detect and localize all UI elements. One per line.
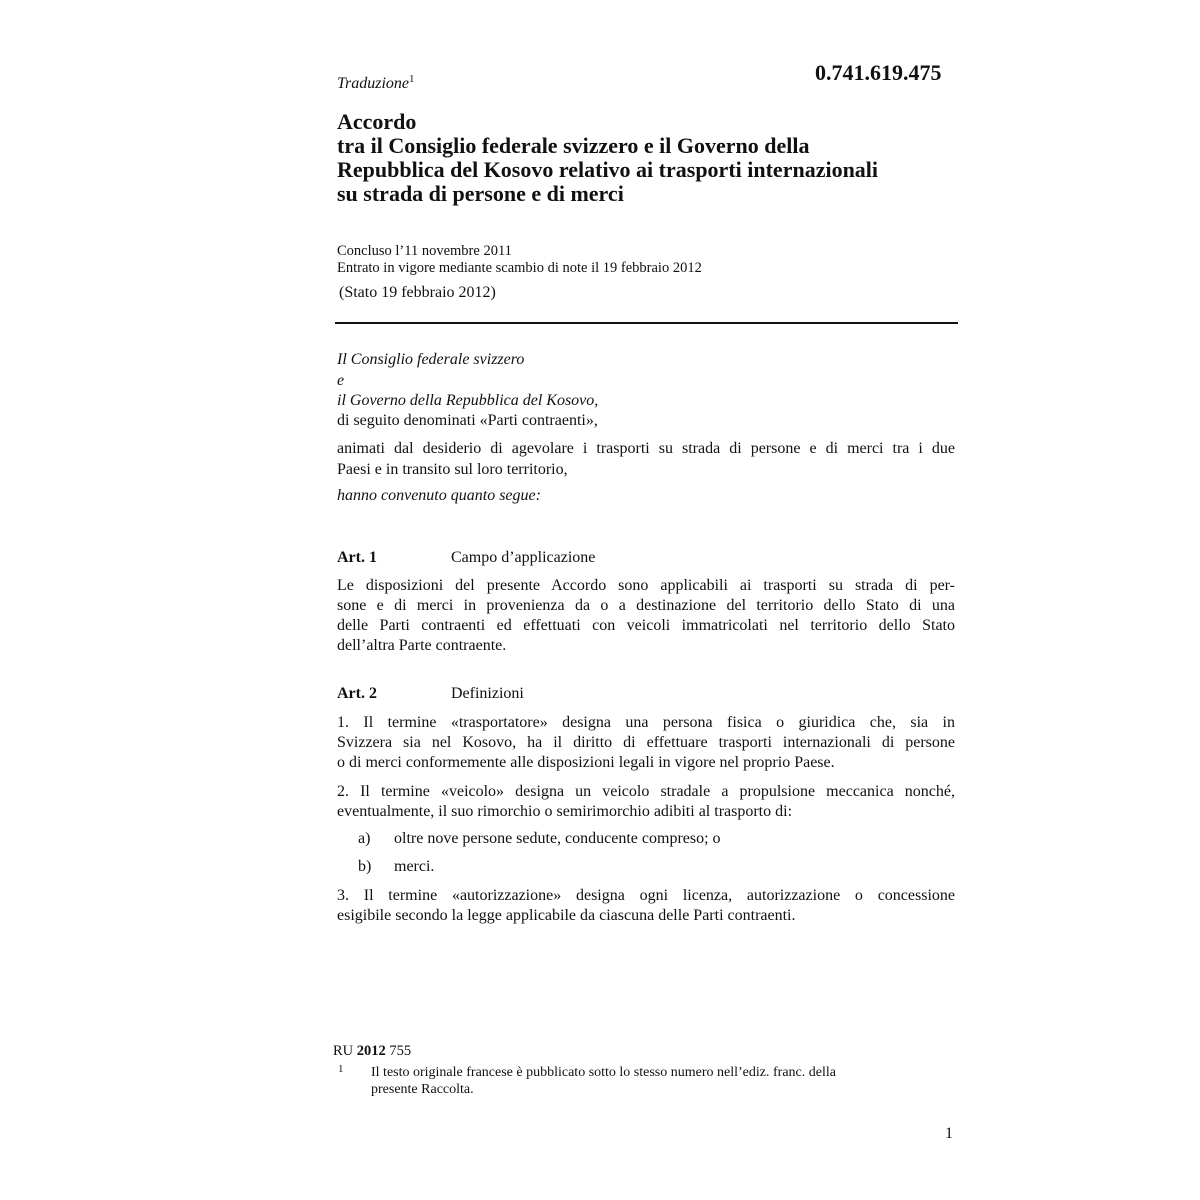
list-item-marker: a) [358, 830, 371, 847]
ru-prefix: RU [333, 1043, 354, 1059]
article-2-title: Definizioni [451, 685, 524, 702]
list-item-marker: b) [358, 858, 372, 875]
ru-page: 755 [389, 1043, 412, 1059]
preamble-party1: Il Consiglio federale svizzero [337, 351, 525, 368]
article-2-para2-line: eventualmente, il suo rimorchio o semirimorchio adibiti al trasporto di: [337, 803, 793, 820]
article-2-para1-line: Svizzera sia nel Kosovo, ha il diritto di effettuare trasporti internazionali di persone [337, 734, 955, 751]
sr-number: 0.741.619.475 [815, 60, 942, 85]
ru-year: 2012 [356, 1043, 386, 1059]
title-line: tra il Consiglio federale svizzero e il Governo della [337, 133, 810, 158]
footnote-reference[interactable]: 1 [409, 73, 415, 85]
article-1-label: Art. 1 [337, 549, 377, 566]
article-1-text-line: sone e di merci in provenienza da o a destinazione del territorio dello Stato di una [337, 597, 955, 614]
official-compilation-reference [333, 1043, 411, 1060]
article-1-text-line: dell’altra Parte contraente. [337, 637, 507, 654]
preamble-party2: il Governo della Repubblica del Kosovo, [337, 392, 599, 409]
article-2-para3-line: esigibile secondo la legge applicabile da ciascuna delle Parti contraenti. [337, 907, 796, 924]
translation-label [337, 75, 415, 93]
article-2-para2-line: 2. Il termine «veicolo» designa un veicolo stradale a propulsione meccanica nonché, [337, 783, 955, 800]
concluded-date: Concluso l’11 novembre 2011 [337, 243, 512, 259]
article-1-title: Campo d’applicazione [451, 549, 596, 566]
list-item-text: oltre nove persone sedute, conducente compreso; o [394, 830, 721, 847]
preamble-motivation-line: Paesi e in transito sul loro territorio, [337, 461, 568, 478]
preamble-designation: di seguito denominati «Parti contraenti», [337, 412, 598, 429]
status-date: (Stato 19 febbraio 2012) [339, 284, 496, 301]
header-divider [335, 322, 958, 324]
footnote-text-line: presente Raccolta. [371, 1082, 474, 1097]
preamble-conjunction: e [337, 372, 345, 389]
list-item-text: merci. [394, 858, 435, 875]
translation-label-text: Traduzione [337, 75, 410, 92]
preamble-agreement-clause: hanno convenuto quanto segue: [337, 487, 541, 504]
entry-into-force: Entrato in vigore mediante scambio di note il 19 febbraio 2012 [337, 260, 702, 276]
footnote-marker: 1 [338, 1063, 344, 1075]
article-2-label: Art. 2 [337, 685, 377, 702]
title-line: Repubblica del Kosovo relativo ai trasporti internazionali [337, 157, 879, 182]
title-line: Accordo [337, 109, 417, 134]
page-number: 1 [945, 1125, 953, 1142]
article-2-para1-line: o di merci conformemente alle disposizioni legali in vigore nel proprio Paese. [337, 754, 835, 771]
article-1-text-line: delle Parti contraenti ed effettuati con veicoli immatricolati nel territorio dello Stato [337, 617, 955, 634]
preamble-motivation-line: animati dal desiderio di agevolare i trasporti su strada di persone e di merci tra i due [337, 440, 955, 457]
title-line: su strada di persone e di merci [337, 181, 624, 206]
article-1-text-line: Le disposizioni del presente Accordo sono applicabili ai trasporti su strada di per- [337, 577, 955, 594]
article-2-para1-line: 1. Il termine «trasportatore» designa una persona fisica o giuridica che, sia in [337, 714, 955, 731]
footnote-text-line: Il testo originale francese è pubblicato sotto lo stesso numero nell’ediz. franc. della [371, 1065, 836, 1080]
article-2-para3-line: 3. Il termine «autorizzazione» designa ogni licenza, autorizzazione o concessione [337, 887, 955, 904]
